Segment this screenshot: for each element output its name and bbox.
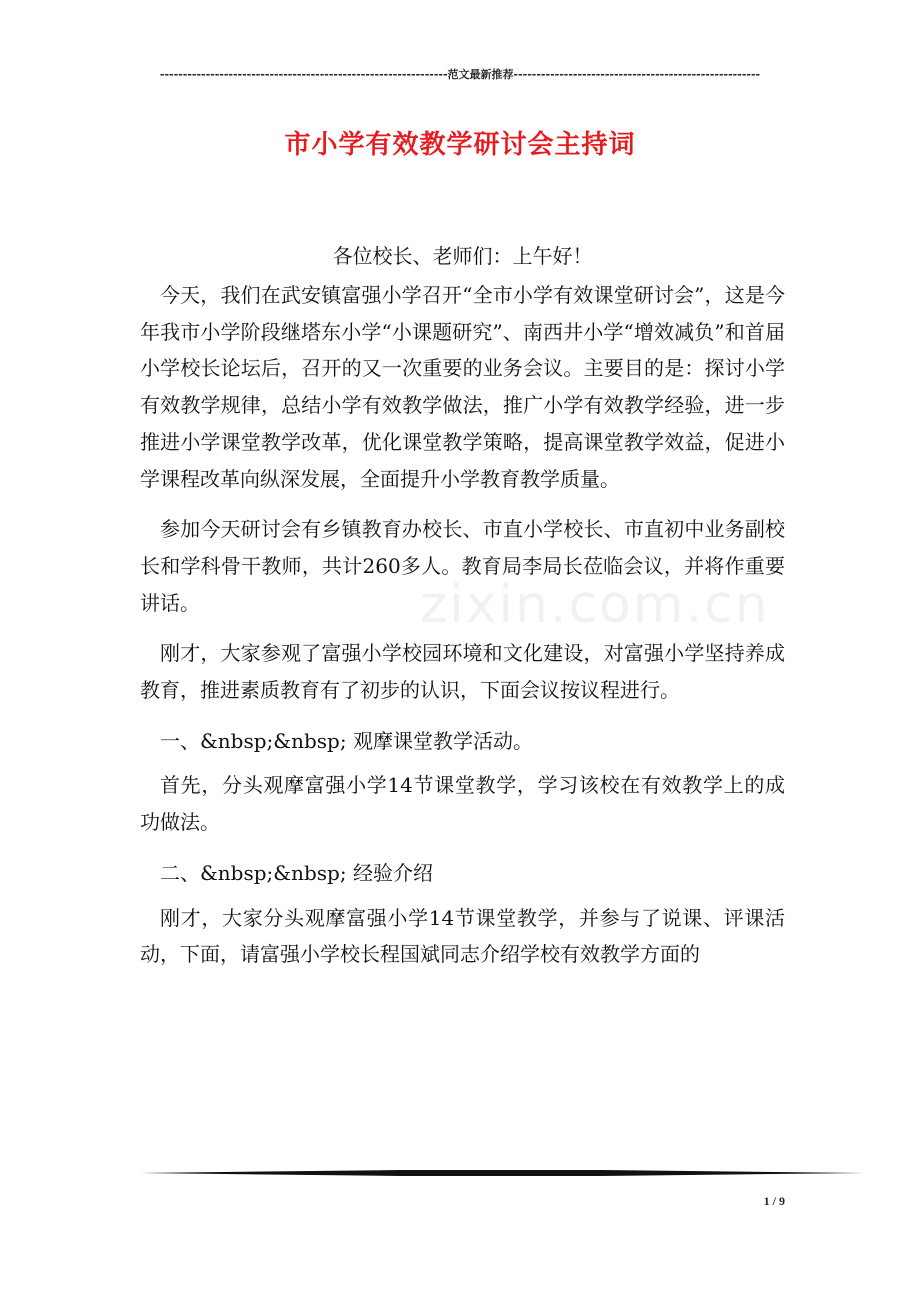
page-number: 1 / 9 (763, 1194, 785, 1208)
paragraph-visit: 刚才，大家参观了富强小学校园环境和文化建设，对富强小学坚持养成教育，推进素质教育有了初步的认识，下面会议按议程进行。 (140, 641, 785, 703)
watermark: zixin.com.cn (420, 575, 770, 635)
agenda-item-2-heading: 二、&nbsp;&nbsp; 经验介绍 (160, 860, 433, 885)
agenda-item-1-heading: 一、&nbsp;&nbsp; 观摩课堂教学活动。 (160, 728, 533, 753)
footer-divider (140, 1168, 864, 1178)
greeting-line: 各位校长、老师们：上午好！ (332, 244, 593, 268)
paragraph-intro: 今天，我们在武安镇富强小学召开“全市小学有效课堂研讨会”，这是今年我市小学阶段继塔东小学“小课题研究”、南西井小学“增效减负”和首届小学校长论坛后，召开的又一次重要的业务会议。主要目的是：探讨小学有效教学规律，总结小学有效教学做法，推广小学有效教学经验，进一步推进小学课堂教学改革，优化课堂教学策略，提高课堂教学效益，促进小学课程改革向纵深发展，全面提升小学教育教学质量。 (140, 283, 785, 491)
paragraph-attendees: 参加今天研讨会有乡镇教育办校长、市直小学校长、市直初中业务副校长和学科骨干教师，共计260多人。教育局李局长莅临会议，并将作重要讲话。 (140, 517, 785, 615)
document-body (140, 238, 785, 987)
paragraph-experience: 刚才，大家分头观摩富强小学14节课堂教学，并参与了说课、评课活动，下面，请富强小学校长程国斌同志介绍学校有效教学方面的 (140, 905, 785, 967)
page-header-banner: ---------------------------------------------------------------范文最新推荐------------------------------------------------------ (159, 68, 761, 81)
document-title: 市小学有效教学研讨会主持词 (284, 130, 636, 160)
paragraph-observe: 首先，分头观摩富强小学14节课堂教学，学习该校在有效教学上的成功做法。 (140, 773, 785, 835)
